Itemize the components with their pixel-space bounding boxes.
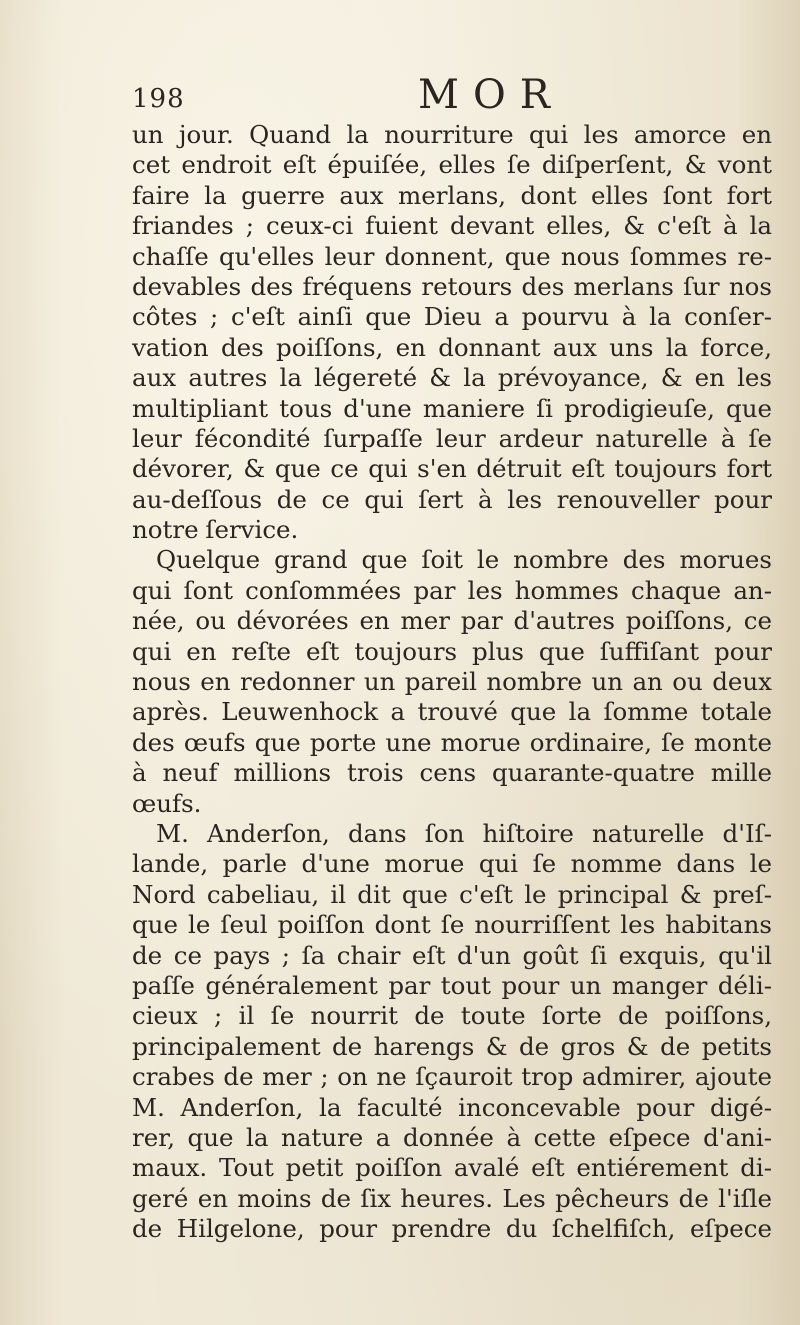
text-line: lande, parle d'une morue qui ſe nomme dans le (132, 849, 772, 879)
text-line: de ce pays ; ſa chair eſt d'un goût ſi exquis, qu'il (132, 940, 772, 970)
text-line: principalement de harengs & de gros & de petits (132, 1031, 772, 1061)
text-line: M. Anderſon, dans ſon hiſtoire naturelle d'Iſ- (156, 818, 772, 848)
text-line: qui en reſte eſt toujours plus que ſuffiſant pour (132, 636, 772, 666)
text-line: cieux ; il ſe nourrit de toute ſorte de poiſſons, (132, 1001, 772, 1031)
text-line: Quelque grand que ſoit le nombre des morues (156, 545, 772, 575)
text-line: rer, que la nature a donnée à cette eſpece d'ani- (132, 1122, 772, 1152)
text-line: faire la guerre aux merlans, dont elles ſont fort (132, 180, 772, 210)
text-line: crabes de mer ; on ne ſçauroit trop admirer, ajoute (132, 1062, 772, 1092)
text-line: maux. Tout petit poiſſon avalé eſt entiérement di- (132, 1153, 772, 1183)
text-line: dévorer, & que ce qui s'en détruit eſt toujours fort (132, 454, 772, 484)
text-line: geré en moins de ſix heures. Les pêcheurs de l'iſle (132, 1183, 772, 1213)
text-line: des œufs que porte une morue ordinaire, ſe monte (132, 727, 772, 757)
text-line: devables des fréquens retours des merlans ſur nos (132, 271, 772, 301)
text-line: chaſſe qu'elles leur donnent, que nous ſommes re- (132, 241, 772, 271)
text-line: friandes ; ceux-ci fuient devant elles, & c'eſt à la (132, 211, 772, 241)
text-line: aux autres la légereté & la prévoyance, & en les (132, 363, 772, 393)
running-head: MOR (418, 72, 564, 118)
text-line: née, ou dévorées en mer par d'autres poiſſons, ce (132, 606, 772, 636)
text-line: au-deſſous de ce qui ſert à les renouveller pour (132, 484, 772, 514)
text-line: un jour. Quand la nourriture qui les amorce en (132, 120, 772, 149)
body-text (132, 120, 772, 1244)
text-line: à neuf millions trois cens quarante-quatre mille (132, 758, 772, 788)
page-header (132, 72, 752, 122)
text-line: cet endroit eſt épuiſée, elles ſe diſperſent, & vont (132, 150, 772, 180)
text-line: que le ſeul poiſſon dont ſe nourriſſent les habitans (132, 910, 772, 940)
text-line: M. Anderſon, la faculté inconcevable pour digé- (132, 1092, 772, 1122)
text-line: nous en redonner un pareil nombre un an ou deux (132, 667, 772, 697)
text-line: vation des poiſſons, en donnant aux uns la force, (132, 332, 772, 362)
text-line: de Hilgelone, pour prendre du ſchelfiſch, eſpece (132, 1214, 772, 1244)
text-line: après. Leuwenhock a trouvé que la ſomme totale (132, 697, 772, 727)
page-number: 198 (132, 84, 185, 114)
text-line: multipliant tous d'une maniere ſi prodigieuſe, que (132, 393, 772, 423)
text-line: côtes ; c'eſt ainſi que Dieu a pourvu à la conſer- (132, 302, 772, 332)
text-line: œufs. (132, 788, 202, 818)
text-line: leur fécondité ſurpaſſe leur ardeur naturelle à ſe (132, 423, 772, 453)
text-line: qui ſont conſommées par les hommes chaque an- (132, 575, 772, 605)
text-line: notre ſervice. (132, 515, 299, 545)
text-line: Nord cabeliau, il dit que c'eſt le principal & preſ- (132, 879, 772, 909)
text-line: paſſe généralement par tout pour un manger déli- (132, 970, 772, 1000)
